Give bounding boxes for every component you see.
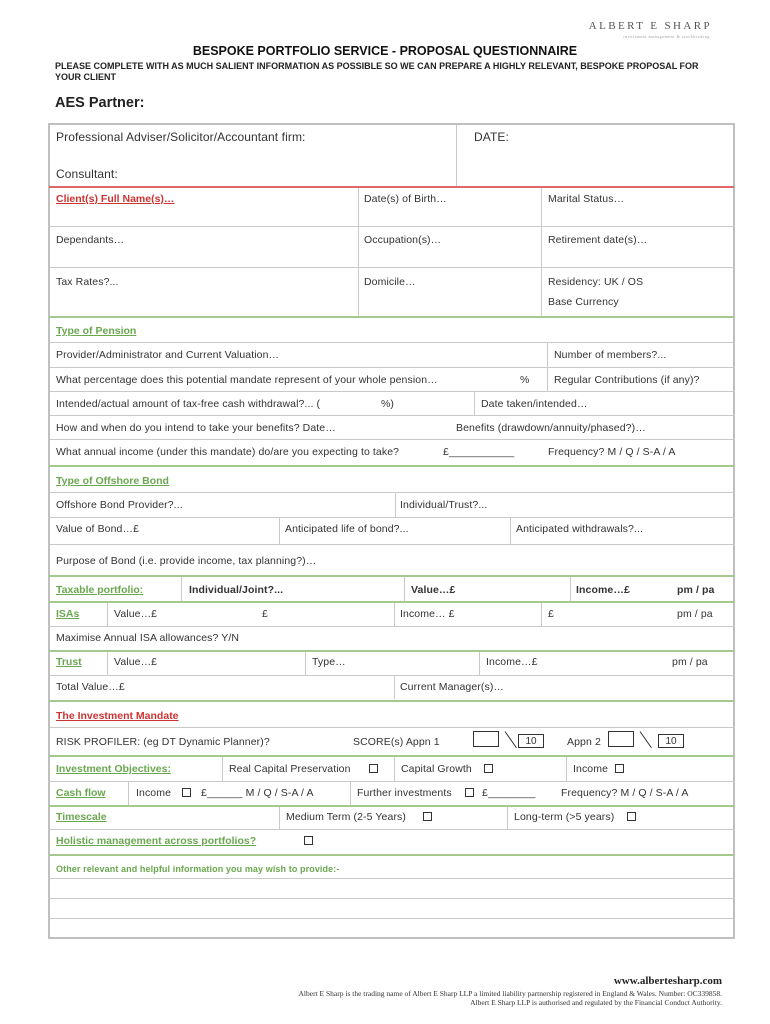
- isas-pmpa[interactable]: pm / pa: [677, 608, 713, 620]
- legal-line-2: Albert E Sharp LLP is authorised and regulated by the Financial Conduct Authority.: [470, 998, 722, 1007]
- base-currency-field[interactable]: Base Currency: [548, 296, 619, 308]
- cashflow-income-checkbox[interactable]: [182, 788, 191, 797]
- row-divider: [49, 727, 734, 728]
- row-divider: [49, 626, 734, 627]
- row-divider: [49, 342, 734, 343]
- bond-value-field[interactable]: Value of Bond…£: [56, 523, 140, 535]
- divider: [128, 782, 129, 805]
- row-divider: [49, 675, 734, 676]
- dependants-field[interactable]: Dependants…: [56, 234, 125, 246]
- section-divider: [49, 650, 734, 652]
- row-divider: [49, 601, 734, 603]
- section-divider: [49, 465, 734, 467]
- pension-heading: Type of Pension: [56, 325, 137, 337]
- taxable-income-field[interactable]: Income…£: [576, 584, 630, 596]
- trust-manager-field[interactable]: Current Manager(s)…: [400, 681, 505, 693]
- consultant-field[interactable]: Consultant:: [56, 167, 118, 181]
- income-objective-label: Income: [573, 763, 609, 775]
- taxable-ownership-field[interactable]: Individual/Joint?...: [189, 584, 284, 596]
- section-divider: [49, 805, 734, 807]
- bond-life-field[interactable]: Anticipated life of bond?...: [285, 523, 409, 535]
- cashflow-income-amount[interactable]: £______ M / Q / S-A / A: [201, 787, 314, 799]
- row-divider: [49, 781, 734, 782]
- cashflow-frequency-field[interactable]: Frequency? M / Q / S-A / A: [561, 787, 689, 799]
- aes-partner-label: AES Partner:: [55, 95, 145, 111]
- holistic-checkbox[interactable]: [304, 836, 313, 845]
- divider: [570, 577, 571, 602]
- pension-frequency-field[interactable]: Frequency? M / Q / S-A / A: [548, 446, 676, 458]
- retirement-field[interactable]: Retirement date(s)…: [548, 234, 648, 246]
- trust-heading: Trust: [56, 656, 82, 668]
- isas-heading: ISAs: [56, 608, 80, 620]
- divider: [394, 603, 395, 627]
- row-divider: [49, 267, 734, 268]
- percentage-field[interactable]: What percentage does this potential mandate represent of your whole pension…: [56, 374, 438, 386]
- members-field[interactable]: Number of members?...: [554, 349, 667, 361]
- score-appn1-input[interactable]: [473, 731, 499, 747]
- divider: [510, 518, 511, 544]
- benefits-date-field[interactable]: How and when do you intend to take your benefits? Date…: [56, 422, 336, 434]
- isas-income-field[interactable]: Income… £: [400, 608, 455, 620]
- score-appn2-label: Appn 2: [567, 736, 601, 748]
- pension-provider-field[interactable]: Provider/Administrator and Current Valuation…: [56, 349, 280, 361]
- divider: [394, 757, 395, 781]
- bond-heading: Type of Offshore Bond: [56, 475, 169, 487]
- section-divider: [49, 575, 734, 577]
- taxfree-percent: %): [381, 398, 395, 410]
- page-subtitle: PLEASE COMPLETE WITH AS MUCH SALIENT INFORMATION AS POSSIBLE SO WE CAN PREPARE A HIGHLY RELEVANT, BESPOKE PROPOSAL FOR YOUR CLIENT: [55, 61, 699, 82]
- isa-allowance-field[interactable]: Maximise Annual ISA allowances? Y/N: [56, 632, 240, 644]
- row-divider: [49, 391, 734, 392]
- cashflow-heading: Cash flow: [56, 787, 106, 799]
- tax-rates-field[interactable]: Tax Rates?...: [56, 276, 119, 288]
- company-logo: ALBERT E SHARP: [588, 20, 712, 32]
- income-objective-checkbox[interactable]: [615, 764, 624, 773]
- benefits-type-field[interactable]: Benefits (drawdown/annuity/phased?)…: [456, 422, 646, 434]
- occupation-field[interactable]: Occupation(s)…: [364, 234, 442, 246]
- divider: [566, 757, 567, 781]
- medium-term-checkbox[interactable]: [423, 812, 432, 821]
- firm-field[interactable]: Professional Adviser/Solicitor/Accountant firm:: [56, 130, 306, 144]
- further-investments-label: Further investments: [357, 787, 452, 799]
- section-divider: [49, 755, 734, 757]
- row-divider: [49, 544, 734, 545]
- taxable-heading: Taxable portfolio:: [56, 584, 144, 596]
- bond-withdrawals-field[interactable]: Anticipated withdrawals?...: [516, 523, 644, 535]
- taxfree-field[interactable]: Intended/actual amount of tax-free cash withdrawal?... (: [56, 398, 321, 410]
- divider: [222, 757, 223, 781]
- residency-field[interactable]: Residency: UK / OS: [548, 276, 644, 288]
- divider: [547, 343, 548, 367]
- further-investments-checkbox[interactable]: [465, 788, 474, 797]
- bond-individual-field[interactable]: Individual/Trust?...: [400, 499, 488, 511]
- section-divider: [49, 700, 734, 702]
- domicile-field[interactable]: Domicile…: [364, 276, 416, 288]
- company-tagline: investment management & stockbroking: [623, 34, 710, 39]
- client-names-field[interactable]: Client(s) Full Name(s)…: [56, 193, 175, 205]
- divider: [305, 652, 306, 675]
- risk-profiler-field[interactable]: RISK PROFILER: (eg DT Dynamic Planner)?: [56, 736, 270, 748]
- divider: [279, 518, 280, 544]
- date-field[interactable]: DATE:: [474, 130, 509, 144]
- date-taken-field[interactable]: Date taken/intended…: [481, 398, 588, 410]
- divider: [395, 493, 396, 517]
- annual-income-amount[interactable]: £___________: [443, 446, 515, 458]
- taxable-pmpa[interactable]: pm / pa: [677, 584, 715, 596]
- divider: [181, 577, 182, 602]
- row-divider: [49, 367, 734, 368]
- row-divider: [49, 492, 734, 493]
- divider: [456, 125, 457, 187]
- divider: [479, 652, 480, 675]
- row-divider: [49, 829, 734, 830]
- section-divider: [49, 316, 734, 318]
- marital-field[interactable]: Marital Status…: [548, 193, 625, 205]
- legal-line-1: Albert E Sharp is the trading name of Albert E Sharp LLP a limited liability partnership registered in England & Wales. Number: OC339858.: [298, 989, 722, 998]
- divider: [394, 676, 395, 699]
- taxable-value-field[interactable]: Value…£: [411, 584, 456, 596]
- trust-total-field[interactable]: Total Value…£: [56, 681, 125, 693]
- row-divider: [49, 517, 734, 518]
- trust-value-field[interactable]: Value…£: [114, 656, 158, 668]
- bond-purpose-field[interactable]: Purpose of Bond (i.e. provide income, tax planning?)…: [56, 555, 317, 567]
- real-capital-label: Real Capital Preservation: [229, 763, 351, 775]
- capital-growth-checkbox[interactable]: [484, 764, 493, 773]
- score-appn1-max: 10: [518, 734, 544, 748]
- dob-field[interactable]: Date(s) of Birth…: [364, 193, 447, 205]
- mandate-heading: The Investment Mandate: [56, 710, 179, 722]
- divider: [541, 188, 542, 316]
- row-divider: [49, 878, 734, 879]
- row-divider: [49, 918, 734, 919]
- divider: [474, 392, 475, 415]
- divider: [358, 188, 359, 316]
- divider: [507, 807, 508, 830]
- isas-pound[interactable]: £: [262, 608, 268, 620]
- page-title: BESPOKE PORTFOLIO SERVICE - PROPOSAL QUESTIONNAIRE: [192, 44, 578, 58]
- capital-growth-label: Capital Growth: [401, 763, 472, 775]
- score-appn1-label: SCORE(s) Appn 1: [353, 736, 440, 748]
- divider: [404, 577, 405, 602]
- timescale-heading: Timescale: [56, 811, 107, 823]
- divider: [279, 807, 280, 830]
- other-info-label: Other relevant and helpful information you may wish to provide:-: [56, 864, 340, 874]
- trust-type-field[interactable]: Type…: [312, 656, 346, 668]
- trust-pmpa[interactable]: pm / pa: [672, 656, 708, 668]
- bond-provider-field[interactable]: Offshore Bond Provider?...: [56, 499, 183, 511]
- objectives-heading: Investment Objectives:: [56, 763, 171, 775]
- percent-sign: %: [520, 374, 530, 386]
- row-divider: [49, 415, 734, 416]
- divider: [350, 782, 351, 805]
- isas-value-field[interactable]: Value…£: [114, 608, 158, 620]
- divider: [541, 603, 542, 627]
- section-divider: [49, 854, 734, 856]
- row-divider: [49, 898, 734, 899]
- divider: [107, 652, 108, 675]
- further-investments-amount[interactable]: £________: [482, 787, 536, 799]
- annual-income-field[interactable]: What annual income (under this mandate) do/are you expecting to take?: [56, 446, 400, 458]
- trust-income-field[interactable]: Income…£: [486, 656, 538, 668]
- real-capital-checkbox[interactable]: [369, 764, 378, 773]
- row-divider: [49, 439, 734, 440]
- long-term-label: Long-term (>5 years): [514, 811, 615, 823]
- long-term-checkbox[interactable]: [627, 812, 636, 821]
- score-appn2-max: 10: [658, 734, 684, 748]
- divider: [547, 368, 548, 391]
- score-appn2-input[interactable]: [608, 731, 634, 747]
- holistic-heading: Holistic management across portfolios?: [56, 835, 257, 847]
- website-link[interactable]: www.albertesharp.com: [613, 975, 722, 987]
- medium-term-label: Medium Term (2-5 Years): [286, 811, 406, 823]
- regular-contrib-field[interactable]: Regular Contributions (if any)?: [554, 374, 700, 386]
- section-divider: [49, 186, 734, 188]
- isas-pound-2[interactable]: £: [548, 608, 554, 620]
- row-divider: [49, 226, 734, 227]
- cashflow-income-label: Income: [136, 787, 172, 799]
- divider: [107, 603, 108, 627]
